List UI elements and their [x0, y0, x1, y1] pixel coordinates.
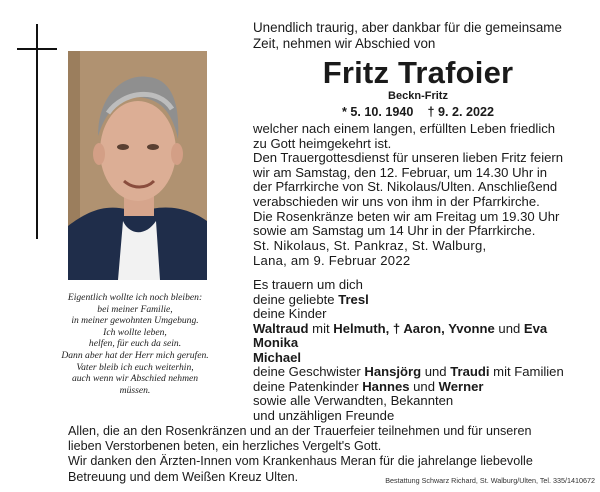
place-line: Lana, am 9. Februar 2022 [253, 252, 411, 268]
poem-line: helfen, für euch da sein. [88, 338, 182, 350]
mourner-text: und [494, 320, 524, 336]
place-and-date [253, 239, 583, 268]
intro-text [253, 20, 583, 52]
poem-line: in meiner gewohnten Umgebung. [71, 315, 199, 327]
body-line: der Pfarrkirche von St. Nikolaus/Ulten. Anschließend [253, 179, 558, 195]
cross-icon-vertical [36, 24, 38, 239]
mourner-name: Helmuth, † Aaron, Yvonne [333, 320, 495, 336]
mourner-name: Tresl [338, 291, 369, 307]
thanks-line: Wir danken den Ärzten-Innen vom Krankenhaus Meran für die jahrelange liebevolle [68, 454, 533, 469]
thanks-line: Allen, die an den Rosenkränzen und an der Trauerfeier teilnehmen und für unseren [68, 424, 532, 438]
mourner-name: Hannes [362, 378, 410, 394]
portrait-photo [68, 51, 207, 280]
mourner-child [253, 322, 583, 337]
mourner-siblings [253, 365, 583, 380]
thanks-line: Betreuung und dem Weißen Kreuz Ulten. [68, 469, 299, 484]
birth-date: * 5. 10. 1940 [342, 105, 414, 119]
mourner-name: Traudi [450, 364, 490, 379]
mourner-text: mit Familien [489, 364, 564, 379]
memorial-poem [52, 292, 218, 396]
thanks-line: lieben Verstorbenen beten, ein herzliches Vergelt's Gott. [68, 439, 382, 454]
body-line: sowie am Samstag um 14 Uhr in der Pfarrkirche. [253, 223, 536, 239]
intro-line: Unendlich traurig, aber dankbar für die gemeinsame [253, 20, 562, 35]
mourner-name: Hansjörg [364, 364, 422, 379]
deceased-name: Fritz Trafoier [322, 55, 514, 90]
mourner-name: Waltraud [253, 320, 309, 336]
body-line: zu Gott heimgekehrt ist. [253, 135, 392, 151]
body-line: verabschieden wir uns von ihm in der Pfarrkirche. [253, 193, 540, 209]
mourners-intro: Es trauern um dich [253, 277, 363, 292]
mourner-spouse [253, 293, 583, 308]
mourner-name: Eva [523, 320, 548, 336]
cross-icon-horizontal [17, 48, 57, 50]
body-line: wir am Samstag, den 12. Februar, um 14.30 Uhr in [253, 164, 548, 180]
poem-line: Vater bleib ich euch weiterhin, [76, 361, 194, 373]
funeral-home-credit: Bestattung Schwarz Richard, St. Walburg/Ulten, Tel. 335/1410672 [385, 476, 595, 485]
mourner-text: und [409, 378, 439, 394]
death-date: † 9. 2. 2022 [427, 105, 494, 119]
mourner-text: deine Geschwister [253, 364, 365, 379]
poem-line: auch wenn wir Abschied nehmen [71, 373, 199, 385]
mourner-name: Werner [438, 378, 484, 394]
place-line: St. Nikolaus, St. Pankraz, St. Walburg, [253, 238, 487, 253]
intro-line: Zeit, nehmen wir Abschied von [253, 36, 436, 51]
mourner-text: deine geliebte [253, 291, 339, 307]
poem-line: bei meiner Familie, [97, 303, 173, 315]
poem-line: Ich wollte leben, [103, 326, 167, 338]
nickname: Beckn-Fritz [388, 90, 448, 102]
poem-line: Eigentlich wollte ich noch bleiben: [67, 292, 203, 303]
poem-line: müssen. [119, 384, 151, 396]
mourner-godchildren [253, 380, 583, 395]
mourners-list [253, 278, 583, 423]
announcement-body [253, 122, 583, 239]
mourners-children-label: deine Kinder [253, 306, 327, 321]
mourners-relatives: sowie alle Verwandten, Bekannten [253, 393, 454, 408]
mourner-text: mit [308, 320, 334, 336]
body-line: Den Trauergottesdienst für unseren lieben Fritz feiern [253, 150, 564, 166]
poem-line: Dann aber hat der Herr mich gerufen. [61, 349, 209, 361]
mourner-child: Michael [253, 349, 302, 365]
mourner-text: deine Patenkinder [253, 378, 363, 394]
life-dates [253, 105, 583, 120]
portrait-illustration [68, 51, 207, 280]
mourner-child: Monika [253, 335, 299, 350]
mourner-text: und [421, 364, 451, 379]
body-line: welcher nach einem langen, erfüllten Leben friedlich [253, 121, 556, 136]
mourners-friends: und unzähligen Freunde [253, 407, 395, 423]
body-line: Die Rosenkränze beten wir am Freitag um 19.30 Uhr [253, 208, 560, 224]
